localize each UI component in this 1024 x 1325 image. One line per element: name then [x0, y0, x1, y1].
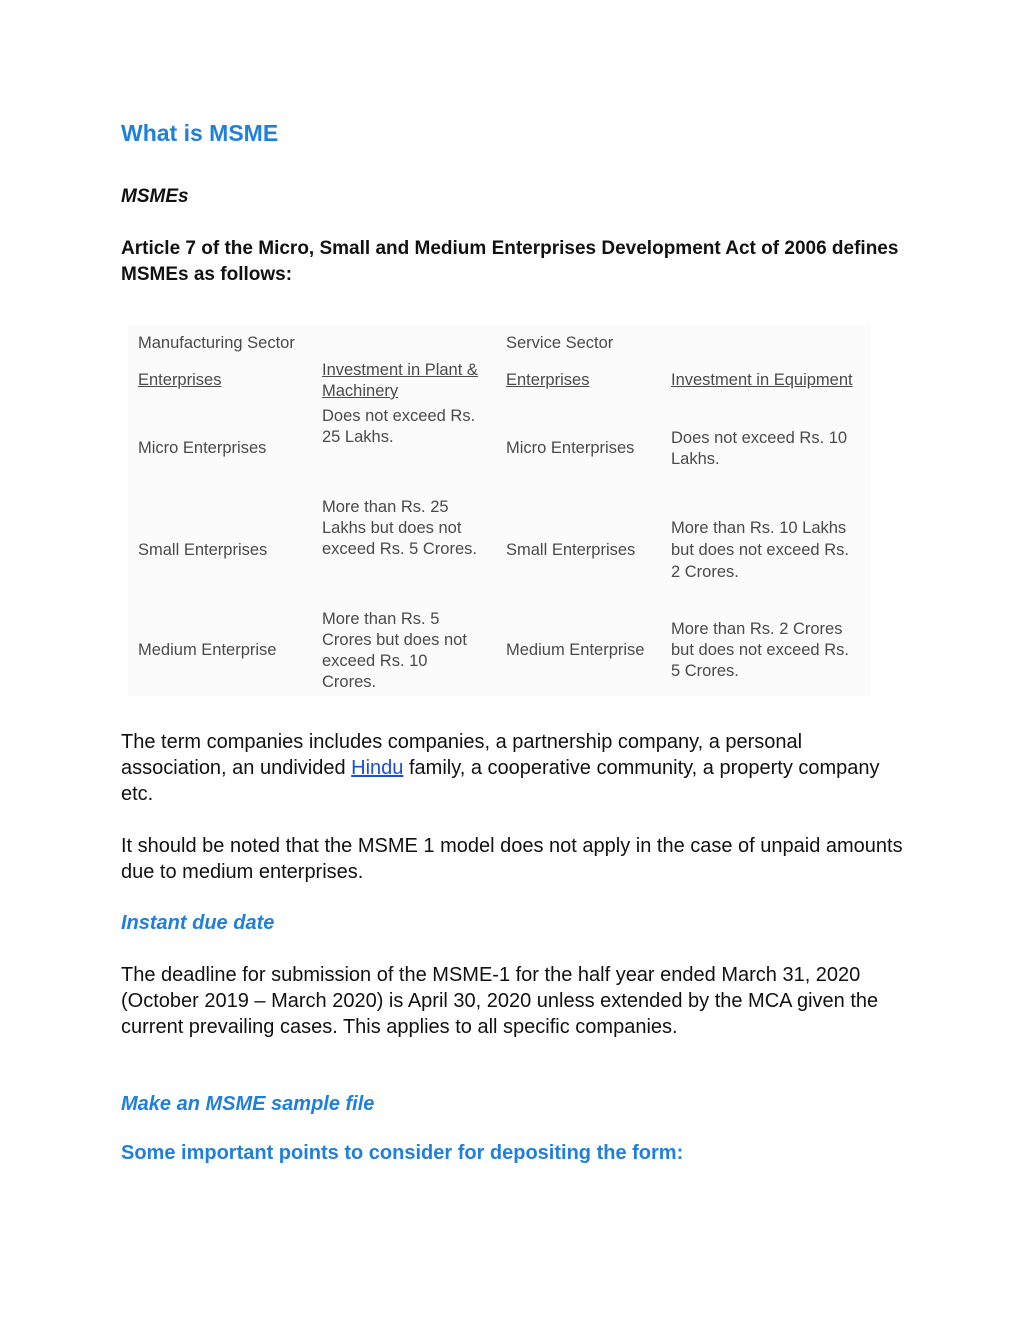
row-medium-manufacturing-inv-4: Crores.: [322, 673, 377, 691]
row-micro-manufacturing-inv-1: Does not exceed Rs.: [322, 407, 476, 425]
note-paragraph: It should be noted that the MSME 1 model does not apply in the case of unpaid amounts due to medium enterprises.: [121, 835, 903, 883]
row-micro-service-inv-1: Does not exceed Rs. 10: [671, 429, 848, 447]
col-header-enterprises-service: Enterprises: [506, 371, 590, 389]
hindu-link[interactable]: Hindu: [351, 757, 404, 779]
row-micro-service-name: Micro Enterprises: [506, 439, 635, 457]
col-header-plant-line2: Machinery: [322, 382, 399, 400]
row-micro-manufacturing-inv-2: 25 Lakhs.: [322, 428, 394, 446]
deadline-paragraph: The deadline for submission of the MSME-1 for the half year ended March 31, 2020 (October 2019 – March 2020) is April 30, 2020 unless extended by the MCA given the current prevailing cases. This applies to all specific companies.: [121, 964, 879, 1038]
row-medium-manufacturing-inv-1: More than Rs. 5: [322, 610, 440, 628]
row-medium-service-inv-1: More than Rs. 2 Crores: [671, 620, 843, 638]
row-small-service-inv-1: More than Rs. 10 Lakhs: [671, 519, 847, 537]
service-sector-heading: Service Sector: [506, 334, 614, 352]
col-header-equipment: Investment in Equipment: [671, 371, 853, 389]
row-medium-manufacturing-inv-3: exceed Rs. 10: [322, 652, 428, 670]
row-small-manufacturing-inv-3: exceed Rs. 5 Crores.: [322, 540, 477, 558]
row-small-manufacturing-name: Small Enterprises: [138, 541, 268, 559]
row-small-manufacturing-inv-1: More than Rs. 25: [322, 498, 449, 516]
row-medium-manufacturing-inv-2: Crores but does not: [322, 631, 467, 649]
row-medium-manufacturing-name: Medium Enterprise: [138, 641, 277, 659]
col-header-enterprises-manufacturing: Enterprises: [138, 371, 222, 389]
make-sample-heading: Make an MSME sample file: [121, 1093, 375, 1115]
msme-classification-table: [128, 325, 870, 697]
row-small-service-name: Small Enterprises: [506, 541, 636, 559]
companies-paragraph: [121, 729, 911, 807]
row-small-service-inv-3: 2 Crores.: [671, 563, 739, 581]
companies-text-after: family, a cooperative community, a property company etc.: [121, 757, 880, 805]
row-medium-service-name: Medium Enterprise: [506, 641, 645, 659]
companies-text-before: The term companies includes companies, a partnership company, a personal association, an undivided: [121, 731, 803, 779]
row-medium-service-inv-2: but does not exceed Rs.: [671, 641, 849, 659]
row-micro-service-inv-2: Lakhs.: [671, 450, 720, 468]
intro-paragraph: Article 7 of the Micro, Small and Medium Enterprises Development Act of 2006 defines MSMEs as follows:: [121, 238, 899, 285]
instant-due-date-heading: Instant due date: [121, 912, 275, 934]
important-points-heading: Some important points to consider for depositing the form:: [121, 1142, 684, 1164]
col-header-plant-line1: Investment in Plant &: [322, 361, 478, 379]
row-small-manufacturing-inv-2: Lakhs but does not: [322, 519, 462, 537]
section-subtitle: MSMEs: [121, 186, 189, 207]
manufacturing-sector-heading: Manufacturing Sector: [138, 334, 295, 352]
row-small-service-inv-2: but does not exceed Rs.: [671, 541, 849, 559]
row-micro-manufacturing-name: Micro Enterprises: [138, 439, 267, 457]
row-medium-service-inv-3: 5 Crores.: [671, 662, 739, 680]
page-title: What is MSME: [121, 120, 279, 146]
